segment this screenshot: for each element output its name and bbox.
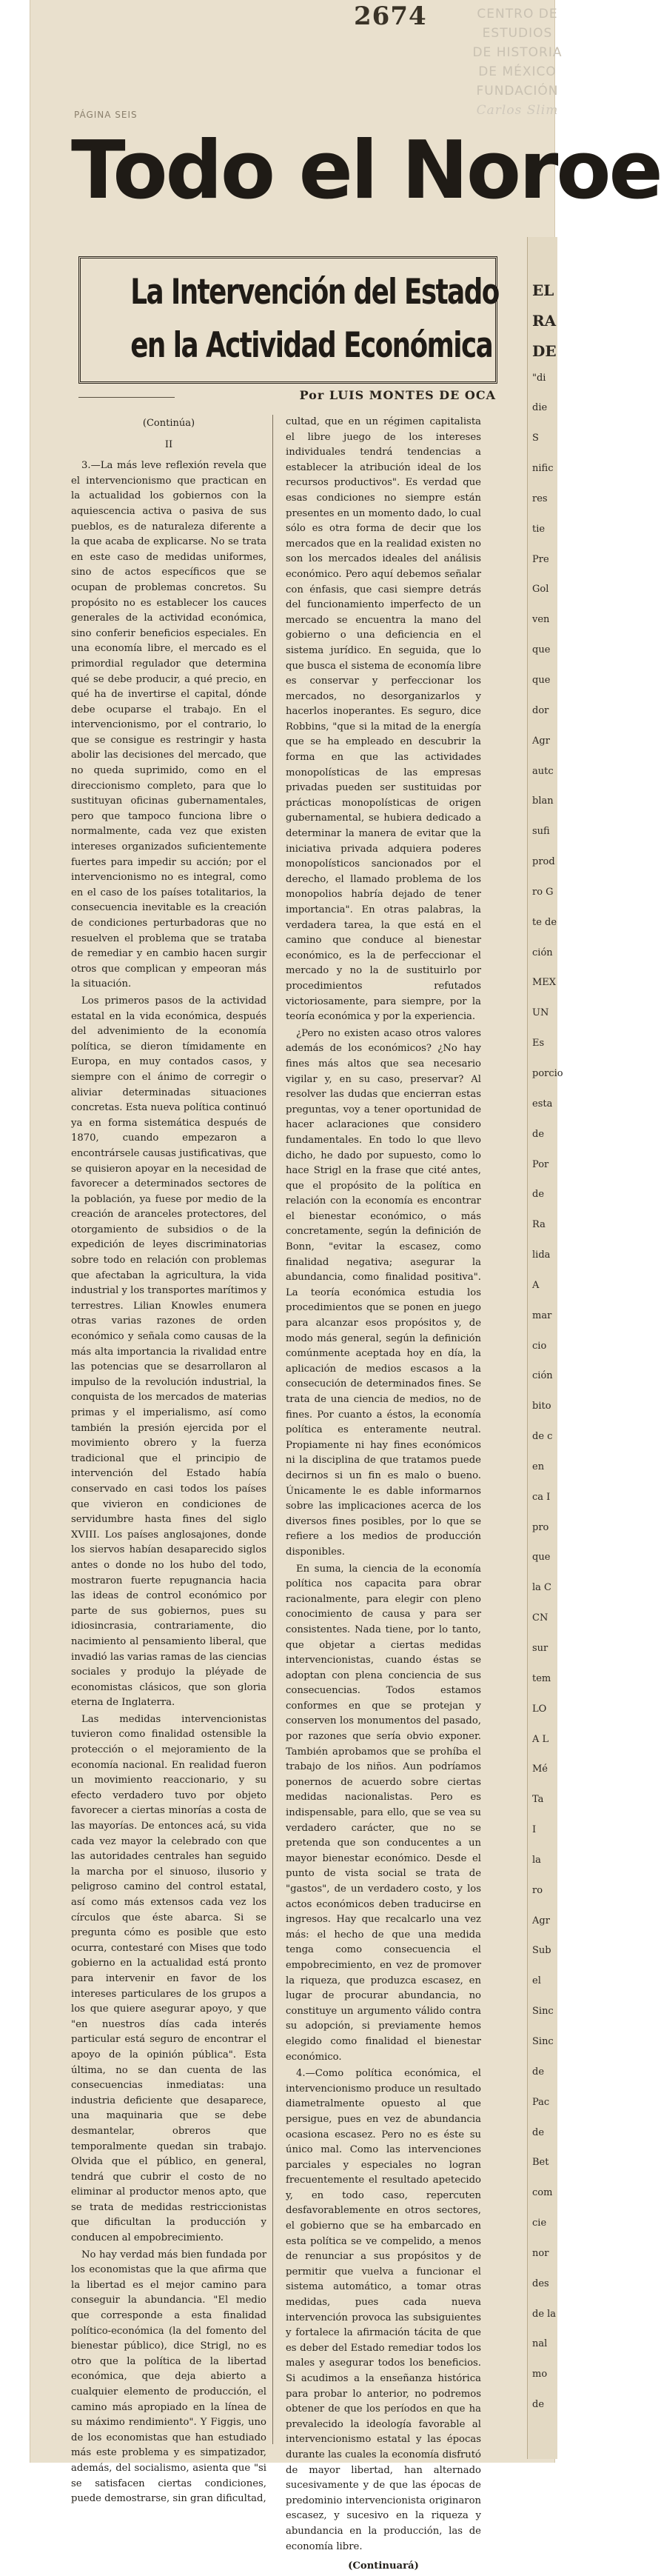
headline-box [78,256,497,384]
strip-fragment: mar [532,1309,552,1321]
strip-fragment: des [532,2278,549,2289]
strip-fragment: lida [532,1249,551,1261]
strip-fragment: blan [532,795,554,807]
section-number: II [164,438,173,450]
strip-fragment: que [532,1552,551,1564]
strip-fragment: prod [532,856,555,868]
byline: Por LUIS MONTES DE OCA [299,388,496,402]
strip-fragment: esta [532,1098,553,1110]
strip-fragment: Agr [532,1915,550,1926]
strip-fragment: A [532,1279,540,1291]
strip-fragment: Agr [532,735,550,747]
strip-fragment: porcio [532,1067,563,1079]
strip-fragment: S [532,433,539,444]
paragraph: Los primeros pasos de la actividad estatal en la vida económica, después del advenimiento de la economía política, se dieron tímidamente en Europa, en muy contados casos, y siempre con el ánimo de corregir o aliviar determinadas situaciones concretas. Esta nueva política continuó ya en forma sistemática después de 1870, cuando empezaron a encontrársele causas justificativas, que se quisieron apoyar en la necesidad de favorecer a determinados sectores de la población, ya fuese por medio de la creación de aranceles protectores, del otorgamiento de subsidios o de la expedición de leyes discriminatorias sobre todo en relación con problemas que afectaban la agricultura, la vida industrial y los transportes marítimos y terrestres. Lilian Knowles enumera otras varias razones de orden económico y señala como causas de la más alta importancia la rivalidad entre las potencias que se desarrollaron al impulso de la revolución industrial, la conquista de los mercados de materias primas y el imperialismo, así como también la presión ejercida por el movimiento obrero y la fuerza tradicional que el principio de intervención del Estado había conservado en casi todos los países que vivieron en condiciones de servidumbre hasta fines del siglo XVIII. Los países anglosajones, donde los siervos habían desaparecido siglos antes o donde no los hubo del todo, mostraron fuerte repugnancia hacia las ideas de control económico por parte de sus gobiernos, pues su idiosincrasia, contrariamente, dio nacimiento al pensamiento liberal, que invadió las varias ramas de las ciencias sociales y produjo la pléyade de economistas clásicos, que son gloria eterna de Inglaterra. [71,995,267,1709]
strip-fragment: cio [532,1340,547,1352]
adjacent-column-strip [527,237,563,2459]
strip-fragment: en [532,1461,545,1472]
strip-fragment: de [532,2126,545,2138]
paragraph: 3.—La más leve reflexión revela que el intervencionismo que practican en la actualidad los gobiernos con la aquiescencia activa o pasiva de sus pueblos, es de naturaleza diferente a la que acaba de explicarse. No se trata en este caso de medidas uniformes, sino de actos específicos que se ocupan de problemas concretos. Su propósito no es establecer los cauces generales de la actividad económica, sino conferir beneficios especiales. En una economía libre, el mercado es el primordial regulador que determina qué se debe producir, a qué precio, en qué ha de invertirse el capital, dónde debe ocuparse el trabajo. En el intervencionismo, por el contrario, lo que se consigue es restringir y hasta abolir las decisiones del mercado, que no queda suprimido, como en el direccionismo completo, para que lo sustituyan oficinas gubernamentales, pero que tampoco funciona libre o normalmente, cada vez que existen intereses organizados suficientemente fuertes para impedir su acción; por el intervencionismo no es integral, como en el caso de los países totalitarios, la consecuencia inevitable es la creación de condiciones perturbadoras que no resuelven el problema que se trataba de remediar y en cambio hacen surgir otros que complican y empeoran más la situación. [71,460,266,990]
headline-line-1: La Intervención del Estado [130,272,499,313]
strip-fragment: UN [532,1007,549,1019]
paragraph: En suma, la ciencia de la economía política nos capacita para obrar racionalmente, para elegir con pleno conocimiento de causa y para ser consistentes. Nada tiene, por lo tanto, que objetar a ciertas medidas intervencionistas, cuando éstas se adoptan con plena conciencia de sus consecuencias. Todos estamos conformes en que se protejan y conserven los monumentos del pasado, por razones que sería obvio exponer. También aprobamos que se prohíba el trabajo de los niños. Aun podríamos ponernos de acuerdo sobre ciertas medidas nacionalistas. Pero es indispensable, para ello, que se vea su verdadero carácter, que no se pretenda que son conducentes a un mayor bienestar económico. Desde el punto de vista social se trata de "gastos", de un verdadero costo, y los actos económicos deben traducirse en ingresos. Hay que recalcarlo una vez más: el hecho de que una medida tenga como consecuencia el empobrecimiento, en vez de promover la riqueza, que produzca escasez, en lugar de procurar abundancia, no constituye un argumento válido contra su adopción, si previamente hemos elegido como finalidad el bienestar económico. [286,1563,481,2063]
strip-fragment: ro G [532,886,554,898]
strip-fragment: de [532,1128,545,1140]
strip-fragment: ción [532,1370,553,1382]
stamp-line: DE HISTORIA [472,45,563,60]
strip-fragment: I [532,1824,537,1836]
strip-fragment: el [532,1975,541,1987]
left-column [71,415,266,2509]
strip-fragment: ro [532,1884,543,1896]
strip-fragment: EL [532,281,554,299]
strip-fragment: Bet [532,2157,549,2169]
strip-fragment: pro [532,1521,549,1533]
stamp-line: CENTRO DE [477,7,558,21]
masthead: Todo el Noroe [71,124,661,217]
strip-fragment: Sub [532,1945,551,1957]
strip-fragment: Ta [532,1794,544,1806]
strip-fragment: Por [532,1158,549,1170]
strip-fragment: die [532,402,548,414]
strip-fragment: de la [532,2308,557,2320]
strip-fragment: Ra [532,1219,546,1231]
continued-label: (Continúa) [142,418,195,429]
archive-stamp [452,4,583,120]
strip-fragment: que [532,674,551,686]
paragraph: cultad, que en un régimen capitalista el libre juego de los intereses individuales tendrá tendencias a establecer la atribución ideal de los recursos productivos". Es verdad que esas condiciones no siempre están presentes en un momento dado, lo cual sólo es otra forma de decir que los mercados que en la realidad existen no son los mercados ideales del análisis económico. Pero aquí debemos señalar con énfasis, que casi siempre detrás del funcionamiento imperfecto de un mercado se encuentra la mano del gobierno o una deficiencia en el sistema jurídico. En seguida, que lo que busca el sistema de economía libre es conservar y perfeccionar los mercados, no desorganizarlos y hacerlos inoperantes. Es seguro, dice Robbins, "que si la mitad de la energía que se ha empleado en descubrir la forma en que las actividades monopolísticas de las empresas privadas pueden ser sustituidas por prácticas monopolísticas de origen gubernamental, se hubiera dedicado a determinar la manera de evitar que la iniciativa privada adquiera poderes monopolísticos sancionados por el derecho, el llamado problema de los monopolios habría dejado de tener importancia". En otras palabras, la verdadera tarea, la que está en el camino que conduce al bienestar económico, es la de perfeccionar el mercado y no la de sustituirlo por procedimientos refutados victoriosamente, para siempre, por la teoría económica y por la experiencia. [286,416,481,1023]
strip-fragment: de [532,2066,545,2078]
strip-fragment: mo [532,2369,548,2380]
strip-fragment: Sinc [532,2036,554,2047]
paragraph: 4.—Como política económica, el intervencionismo produce un resultado diametralmente opuesto al que persigue, pues en vez de abundancia ocasiona escasez. Pero no es éste su único mal. Como las intervenciones parciales y especiales no logran frecuentemente el resultado apetecido y, en todo caso, repercuten desfavorablemente en otros sectores, el gobierno que se ha embarcado en esta política se ve compelido, a menos de renunciar a sus propósitos y de permitir que vuelva a funcionar el sistema automático, a tomar otras medidas, pues cada nueva intervención provoca las subsiguientes y fortalece la afirmación tácita de que es deber del Estado remediar todos los males y asegurar todos los beneficios. Si acudimos a la enseñanza histórica para probar lo anterior, no podremos obtener de que los períodos en que ha prevalecido la ideología favorable al intervencionismo estatal y las épocas durante las cuales la economía disfrutó de mayor libertad, han alternado sucesivamente y de que las épocas de predominio intervencionista originaron escasez, y sucesivo en la riqueza y abundancia en la producción, las de economía libre. [286,2068,481,2552]
headline-line-2: en la Actividad Económica [130,325,493,366]
strip-fragment: DE [532,341,557,360]
strip-fragment: ven [532,614,550,626]
strip-fragment: que [532,644,551,656]
strip-fragment: Mé [532,1764,548,1775]
stamp-line: ESTUDIOS [482,26,553,41]
stamp-line: DE MÉXICO [478,64,557,79]
strip-fragment: de [532,2399,545,2411]
paragraph: Las medidas intervencionistas tuvieron como finalidad ostensible la protección o el mejoramiento de la economía nacional. En realidad fueron un movimiento reaccionario, y su efecto verdadero tuvo por objeto favorecer a ciertas minorías a costa de las mayorías. De entonces acá, su vida cada vez mayor la celebrado con que las autoridades centrales han seguido la marcha por el sinuoso, ilusorio y peligroso camino del control estatal, así como más extensos cada vez los círculos que éste abarca. Si se pregunta cómo es posible que esto ocurra, contestaré con Mises que todo gobierno en la actualidad está pronto para intervenir en favor de los intereses particulares de los grupos a los que quiere asegurar apoyo, y que "en nuestros días cada interés particular está seguro de encontrar el apoyo de la opinión pública". Esta última, no se dan cuenta de las consecuencias inmediatas: una industria deficiente que desaparece, una maquinaria que se debe desmantelar, obreros que temporalmente quedan sin trabajo. Olvida que el público, en general, tendrá que cubrir el costo de no eliminar al productor menos apto, que se trata de medidas restriccionistas que dificultan la producción y conducen al empobrecimiento. [71,1713,266,2244]
paragraph: No hay verdad más bien fundada por los economistas que la que afirma que la libertad es el mejor camino para conseguir la abundancia. "El medio que corresponde a esta finalidad político-económica (la del fomento del bienestar público), dice Strigl, no es otro que la política de la libertad económica, que deja abierto a cualquier elemento de producción, el camino más apropiado en la línea de su máximo rendimiento". Y Figgis, uno de los economistas que han estudiado más este problema y es simpatizador, además, del socialismo, asienta que "si se satisfacen ciertas condiciones, puede demostrarse, sin gran dificultad, [71,2249,266,2505]
strip-fragment: Gol [532,584,549,595]
byline-rule [78,397,175,398]
strip-fragment: nor [532,2247,549,2259]
strip-fragment: dor [532,704,549,716]
stamp-line: FUNDACIÓN [476,84,559,99]
strip-fragment: autc [532,765,554,777]
strip-fragment: com [532,2187,553,2199]
strip-fragment: ción [532,947,553,958]
strip-fragment: sur [532,1643,548,1655]
strip-fragment: sufi [532,826,550,838]
strip-fragment: nal [532,2338,548,2350]
strip-fragment: CN [532,1612,548,1624]
strip-fragment: LO [532,1703,547,1715]
strip-fragment: ca I [532,1491,551,1503]
strip-fragment: tie [532,523,546,535]
strip-fragment: la [532,1854,541,1866]
strip-fragment: Es [532,1038,545,1050]
strip-fragment: MEX [532,977,557,989]
continues-label: (Continuará) [348,2560,419,2572]
strip-fragment: A L [532,1733,549,1745]
column-divider [272,415,273,2444]
paragraph: ¿Pero no existen acaso otros valores además de los económicos? ¿No hay fines más altos que sea necesario vigilar y, en su caso, preservar? Al resolver las dudas que encierran estas preguntas, voy a tener oportunidad de hacer aclaraciones que considero fundamentales. En todo lo que llevo dicho, he dado por supuesto, como lo hace Strigl en la frase que cité antes, que el propósito de la política en relación con la economía es encontrar el bienestar económico, o más concretamente, según la definición de Bonn, "evitar la escasez, como finalidad negativa; asegurar la abundancia, como finalidad positiva". La teoría económica estudia los procedimientos que se ponen en juego para alcanzar esos propósitos y, de modo más general, según la definición comúnmente aceptada hoy en día, la aplicación de medios escasos a la consecución de determinados fines. Se trata de una ciencia de medios, no de fines. Por cuanto a éstos, la economía política es enteramente neutral. Propiamente ni hay fines económicos ni la disciplina de que tratamos puede decirnos si un fin es malo o bueno. Únicamente le es dable informarnos sobre las implicaciones acerca de los diversos fines posibles, por lo que se refiere a los medios de producción disponibles. [286,1027,481,1558]
strip-fragment: Sinc [532,2006,554,2018]
strip-fragment: Pac [532,2096,550,2108]
strip-fragment: de c [532,1431,553,1443]
strip-fragment: Pre [532,553,549,565]
right-column [286,415,481,2576]
strip-fragment: de [532,1189,545,1201]
stamp-signature: Carlos Slim [476,103,559,118]
strip-fragment: res [532,493,548,504]
strip-fragment: bito [532,1401,551,1412]
strip-fragment: "di [532,372,546,384]
archive-number: 2674 [354,1,427,31]
strip-fragment: nific [532,463,554,475]
page-label: PÁGINA SEIS [74,110,138,120]
strip-fragment: RA [532,311,557,330]
strip-fragment: la C [532,1582,551,1594]
strip-fragment: tem [532,1672,551,1684]
strip-fragment: cie [532,2218,547,2229]
strip-fragment: te de [532,916,557,928]
